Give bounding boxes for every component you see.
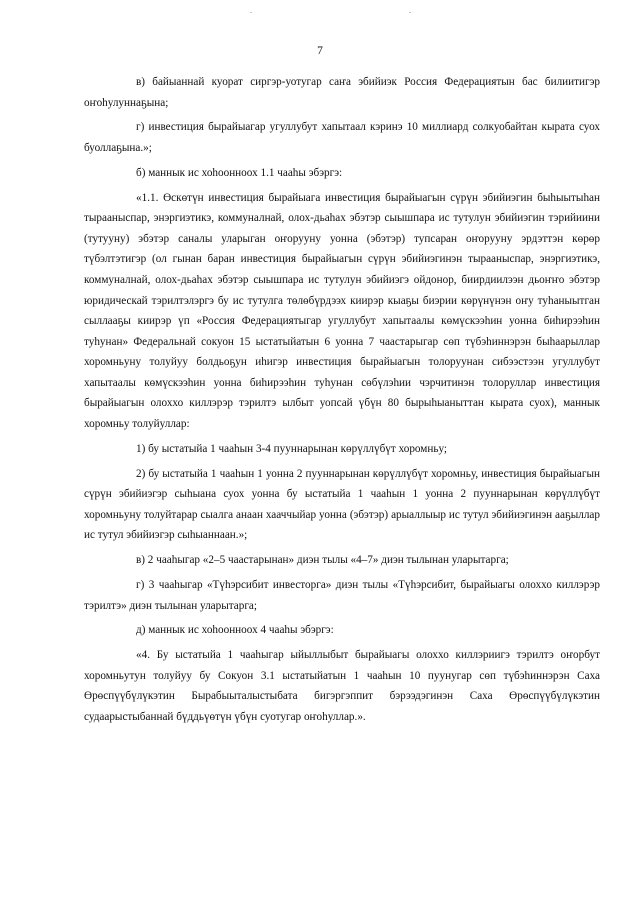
paragraph-amendment-d: д) маннык ис хоһооннoох 4 чааһы эбэргэ: — [136, 624, 334, 637]
scan-speck — [250, 12, 252, 13]
paragraph-part-1-1: «1.1. Өскөтүн инвестиция бырайыага инвестиция бырайыагын сүрүн эбийиэгин быһыытыһан тырааныспар, энэргиэтикэ, коммуналнай, олох-дьаһах эбэтэр сыышпара ис тутулун эбийиэгин тэрийиини (тутууну) эбэтэр саналы уларыган оҥорууну уонна (эбэтэр) тупсаран оҥорууну эрдэттэн көрөр түбэлтэтигэр (ол гынан баран инвестиция бырайыагын сүрүн эбийиэгинэн тырааныспар, энэргиэтикэ, коммуналнай, олох-дьаһах эбэтэр сыышпара ис тутулун эбийиэгэ ойдоноp, бииpдиилээн дьоҥҥо эбэтэр юридическай тэрилтэлэргэ бу ис тутулга төлөбүрдээх киирэр кыаҕы биэрии көрүнүнэн оҥу туһаныытган сыллааҕы киирэр үп «Россия Федерациятыгар угуллубут хапытаалы көмүскээһин уонна биһирээһин туһунан» Федеральнай сокуон 15 ыстатыйатын 6 уонна 7 чаастарыгар сөп түбэһиннэрэн быһаарыллар хоромньуну толуйуу болдьоҕун иһигэр инвестиция бырайыагын толоруунан сибээстээн угуллубут хапытаалы көмүскээһин уонна биһирээһин туһунан сөбүлэһии чэрчитинэн толоруллар инвестиция бырайыагын олоххо киллэрэр тэрилтэ ылбыт уопсай үбүн 80 бырыһыаныттан кырата суох), маннык хоромньу толуйуллар: — [84, 191, 600, 431]
paragraph-amendment-v: в) 2 чааһыгар «2–5 чаастарынан» диэн тылы «4–7» диэн тылынан уларытарга; — [136, 554, 509, 567]
paragraph-part-4: «4. Бу ыстатыйа 1 чааһыгар ыйыллыбыт бырайыагы олоххо киллэриигэ тэрилтэ оҥорбут хоромньутун толуйуу бу Сокуон 3.1 ыстатыйатын 1 чааһын 10 пуунугар сөп түбэһиннэрэн Саха Өрөспүүбүлүкэтин Бырабыыталыстыбата бигэргэппит бэрээдэгинэн Саха Өрөспүүбүлүкэтин судаарыстыбаннай бүддьүөтүн үбүн суотугар оҥоһуллар.». — [84, 649, 600, 723]
document-body — [84, 72, 600, 732]
scan-speck — [409, 12, 411, 13]
paragraph-item-2: 2) бу ыстатыйа 1 чааһын 1 уонна 2 пууннарынан көрүллүбүт хоромньу, инвестиция бырайыагын сүрүн эбийиэгэр сыһыана суох уонна бу ыстатыйа 1 чааһын 1 уонна 2 пууннарынан көрүллүбүт хоромньуну толуйтарар сыалга анаан хааччыйар уонна (эбэтэр) арыаллыыр ис тутул эбийиэгинэн ааҕыллар ис тутул эбийиэгэр сыһыаннаан.»; — [84, 467, 600, 542]
paragraph-clause-g: г) инвестиция бырайыагар угуллубут хапытаал кэринэ 10 миллиард солкуобайтан кырата суох буоллаҕына.»; — [84, 121, 600, 154]
paragraph-amendment-b: б) маннык ис хоһооннoох 1.1 чааһы эбэргэ: — [136, 166, 343, 179]
paragraph-item-1: 1) бу ыстатыйа 1 чааһын 3-4 пууннарынан көрүллүбүт хоромньу; — [136, 442, 448, 455]
paragraph-amendment-g: г) 3 чааһыгар «Түһэрсибит инвесторга» диэн тылы «Түһэрсибит, бырайыагы олоххо киллэрэр тэрилтэ» диэн тылынан уларытарга; — [84, 578, 600, 612]
paragraph-clause-v: в) байыаннай куорат сиргэр-уотугар саҥа эбийиэк Россия Федерациятын бас билиитигэр оҥоһулуннаҕына; — [84, 76, 600, 109]
page-number: 7 — [317, 45, 323, 57]
